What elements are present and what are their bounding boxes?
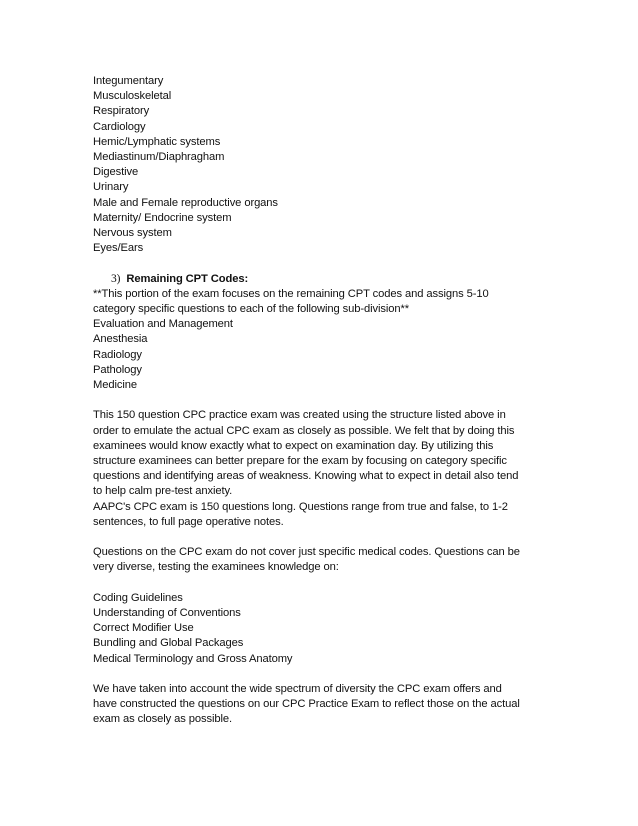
spacer bbox=[93, 393, 563, 408]
list-item: Cardiology bbox=[93, 120, 146, 133]
paragraph-line: AAPC's CPC exam is 150 questions long. Questions range from true and false, to 1-2 bbox=[93, 500, 508, 513]
list-item: Hemic/Lymphatic systems bbox=[93, 135, 221, 148]
paragraph-line: sentences, to full page operative notes. bbox=[93, 515, 284, 528]
spacer bbox=[93, 667, 563, 682]
list-item: Radiology bbox=[93, 348, 142, 361]
paragraph-line: exam as closely as possible. bbox=[93, 713, 232, 726]
spacer bbox=[93, 576, 563, 591]
spacer bbox=[93, 256, 563, 271]
paragraph-line: examinees would know exactly what to expect on examination day. By utilizing this bbox=[93, 439, 494, 452]
list-item: Anesthesia bbox=[93, 333, 148, 346]
list-item: Eyes/Ears bbox=[93, 242, 144, 255]
list-item: Understanding of Conventions bbox=[93, 607, 241, 620]
paragraph-exam-structure bbox=[93, 408, 563, 530]
cpt-subdivision-list bbox=[93, 317, 563, 393]
paragraph-line: order to emulate the actual CPC exam as closely as possible. We felt that by doing this bbox=[93, 424, 515, 437]
paragraph-line: **This portion of the exam focuses on the remaining CPT codes and assigns 5-10 bbox=[93, 287, 489, 300]
list-item: Correct Modifier Use bbox=[93, 622, 194, 635]
body-system-list bbox=[93, 74, 563, 256]
paragraph-line: category specific questions to each of the following sub-division** bbox=[93, 303, 410, 316]
section-intro bbox=[93, 287, 563, 317]
document-page bbox=[93, 74, 563, 728]
spacer bbox=[93, 530, 563, 545]
section-title: Remaining CPT Codes: bbox=[126, 272, 249, 285]
section-heading bbox=[111, 272, 563, 287]
list-item: Medical Terminology and Gross Anatomy bbox=[93, 652, 293, 665]
list-item: Maternity/ Endocrine system bbox=[93, 211, 232, 224]
paragraph-line: to help calm pre-test anxiety. bbox=[93, 485, 233, 498]
paragraph-line: We have taken into account the wide spectrum of diversity the CPC exam offers and bbox=[93, 683, 502, 696]
list-item: Medicine bbox=[93, 379, 137, 392]
paragraph-line: have constructed the questions on our CPC Practice Exam to reflect those on the actual bbox=[93, 698, 520, 711]
list-item: Respiratory bbox=[93, 105, 150, 118]
list-item: Male and Female reproductive organs bbox=[93, 196, 278, 209]
list-item: Bundling and Global Packages bbox=[93, 637, 244, 650]
list-item: Mediastinum/Diaphragham bbox=[93, 151, 225, 164]
paragraph-line: questions and identifying areas of weakness. Knowing what to expect in detail also tend bbox=[93, 470, 519, 483]
paragraph-line: structure examinees can better prepare for the exam by focusing on category specific bbox=[93, 455, 507, 468]
section-number: 3) bbox=[111, 272, 121, 285]
list-item: Urinary bbox=[93, 181, 129, 194]
paragraph-line: very diverse, testing the examinees knowledge on: bbox=[93, 561, 339, 574]
list-item: Digestive bbox=[93, 166, 139, 179]
list-item: Pathology bbox=[93, 363, 142, 376]
list-item: Integumentary bbox=[93, 75, 164, 87]
list-item: Nervous system bbox=[93, 227, 172, 240]
list-item: Evaluation and Management bbox=[93, 318, 233, 331]
paragraph-question-diversity bbox=[93, 545, 563, 575]
list-item: Coding Guidelines bbox=[93, 591, 183, 604]
knowledge-area-list bbox=[93, 591, 563, 667]
list-item: Musculoskeletal bbox=[93, 90, 172, 103]
paragraph-line: This 150 question CPC practice exam was created using the structure listed above in bbox=[93, 409, 506, 422]
paragraph-line: Questions on the CPC exam do not cover just specific medical codes. Questions can be bbox=[93, 546, 520, 559]
paragraph-conclusion bbox=[93, 682, 563, 728]
